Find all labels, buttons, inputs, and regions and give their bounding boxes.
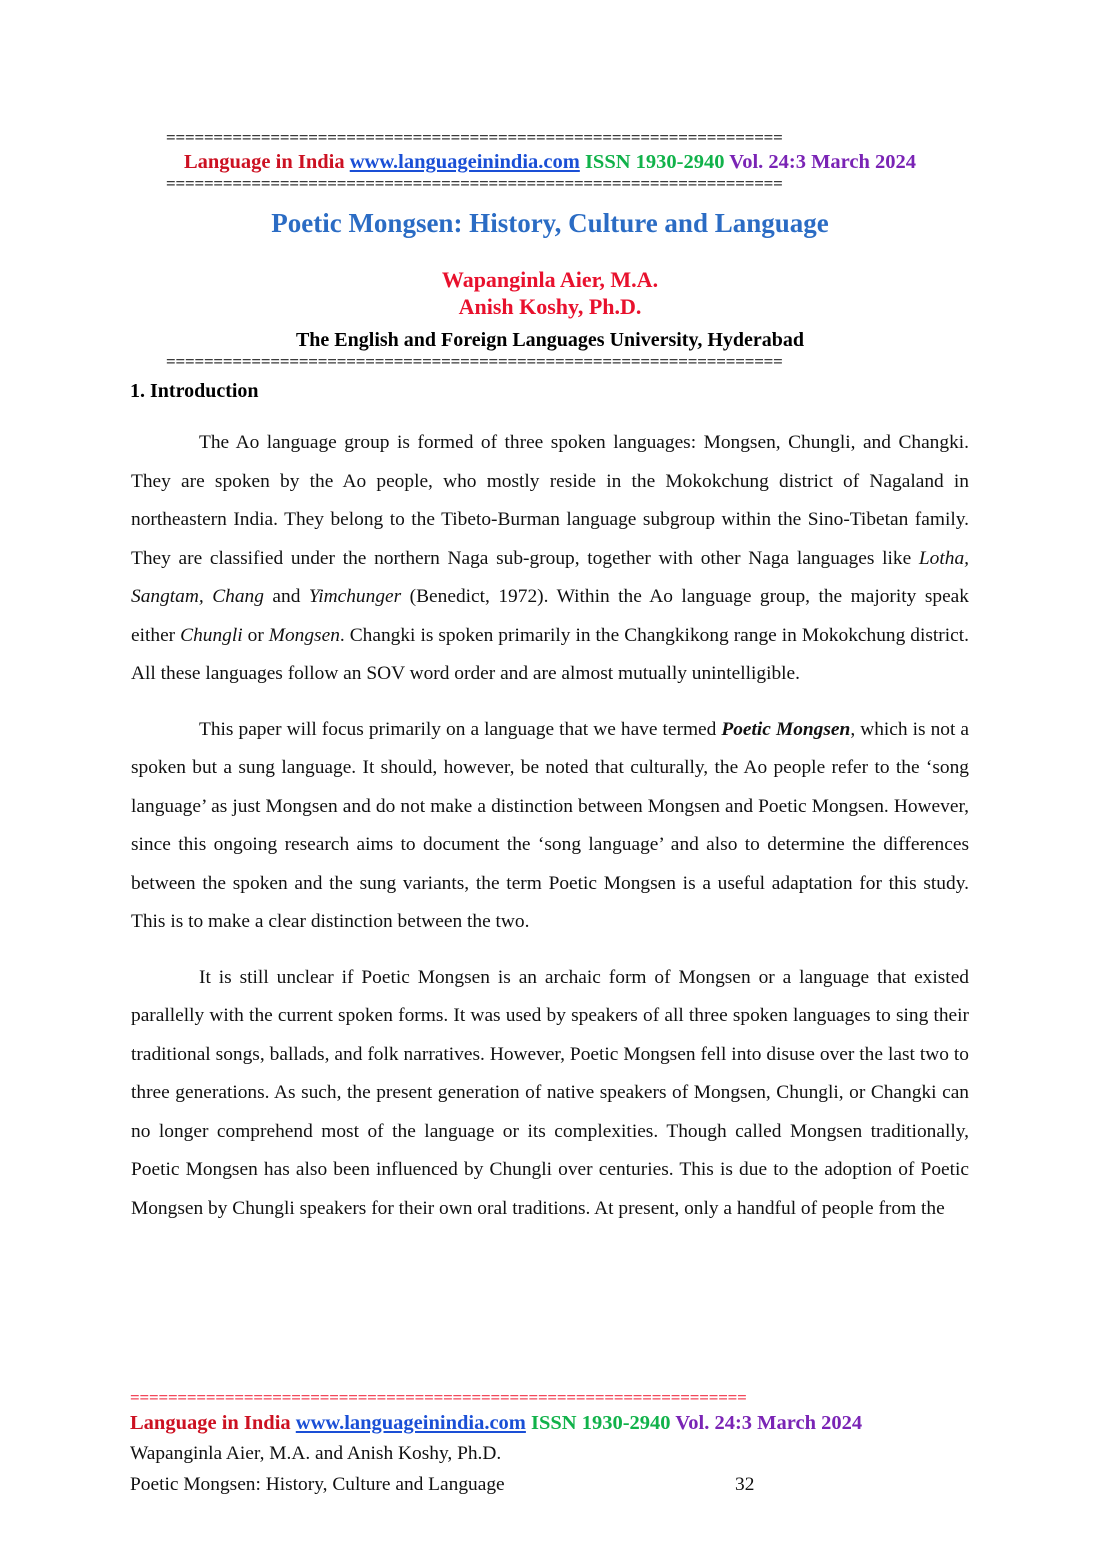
intro-rule-wrapper	[130, 356, 970, 369]
emphasis-text: Yimchunger	[308, 586, 402, 607]
page-footer	[130, 1392, 970, 1500]
emphasis-text: Lotha, Sangtam, Chang	[131, 547, 969, 607]
footer-journal-issn: ISSN 1930-2940	[531, 1412, 671, 1434]
paragraph-3: It is still unclear if Poetic Mongsen is an archaic form of Mongsen or a language that existed parallelly with the current spoken forms. It was used by speakers of all three spoken languages to sing their traditional songs, ballads, and folk narratives. However, Poetic Mongsen fell into disuse over the last two to three generations. As such, the present generation of native speakers of Mongsen, Chungli, or Changki can no longer comprehend most of the language or its complexities. Though called Mongsen traditionally, Poetic Mongsen has also been influenced by Chungli over centuries. This is due to the adoption of Poetic Mongsen by Chungli speakers for their own oral traditions. At present, only a handful of people from the	[131, 966, 969, 1219]
header-rule-bottom: =================================================================	[166, 178, 783, 191]
emphasis-text: Poetic Mongsen	[721, 718, 851, 740]
paragraph-2: This paper will focus primarily on a language that we have termed Poetic Mongsen, which is not a spoken but a sung language. It should, however, be noted that culturally, the Ao people refer to the ‘song language’ as just Mongsen and do not make a distinction between Mongsen and Poetic Mongsen. However, since this ongoing research aims to document the ‘song language’ and also to determine the differences between the spoken and the sung variants, the term Poetic Mongsen is a useful adaptation for this study. This is to make a clear distinction between the two.	[131, 718, 970, 932]
footer-authors-line: Wapanginla Aier, M.A. and Anish Koshy, Ph.D.	[130, 1443, 502, 1464]
author-list	[130, 266, 970, 320]
journal-issn: ISSN 1930-2940	[584, 151, 725, 173]
emphasis-text: Mongsen	[268, 624, 340, 646]
page-number: 32	[735, 1474, 755, 1495]
footer-title-row	[130, 1469, 970, 1500]
author-name-1: Wapanginla Aier, M.A.	[441, 267, 659, 292]
journal-name: Language in India	[183, 151, 345, 173]
section-heading-introduction: 1. Introduction	[130, 380, 259, 402]
footer-journal-line	[130, 1405, 970, 1438]
footer-title-line: Poetic Mongsen: History, Culture and Language	[130, 1474, 505, 1495]
intro-rule: =================================================================	[166, 356, 783, 369]
footer-meta	[130, 1438, 970, 1500]
header-rule-top: =================================================================	[166, 132, 783, 145]
header-journal-line	[130, 145, 970, 178]
journal-url-link[interactable]: www.languageinindia.com	[349, 151, 580, 173]
page-header	[130, 132, 970, 191]
footer-journal-volume: Vol. 24:3 March 2024	[675, 1412, 863, 1434]
emphasis-text: Chungli	[180, 624, 243, 646]
footer-rule: =================================================================	[130, 1392, 747, 1405]
journal-volume: Vol. 24:3 March 2024	[729, 151, 917, 173]
page-title: Poetic Mongsen: History, Culture and Language	[271, 208, 829, 238]
footer-journal-name: Language in India	[130, 1412, 291, 1434]
affiliation: The English and Foreign Languages University, Hyderabad	[295, 329, 805, 351]
footer-journal-url-link[interactable]: www.languageinindia.com	[295, 1412, 526, 1434]
author-name-2: Anish Koshy, Ph.D.	[458, 294, 642, 319]
paragraph-1: The Ao language group is formed of three spoken languages: Mongsen, Chungli, and Changki. They are spoken by the Ao people, who mostly reside in the Mokokchung district of Nagaland in northeastern India. They belong to the Tibeto-Burman language subgroup within the Sino-Tibetan family. They are classified under the northern Naga sub-group, together with other Naga languages like Lotha, Sangtam, Chang and Yimchunger (Benedict, 1972). Within the Ao language group, the majority speak either Chungli or Mongsen. Changki is spoken primarily in the Changkikong range in Mokokchung district. All these languages follow an SOV word order and are almost mutually unintelligible.	[131, 432, 969, 684]
body-content	[131, 424, 969, 1228]
